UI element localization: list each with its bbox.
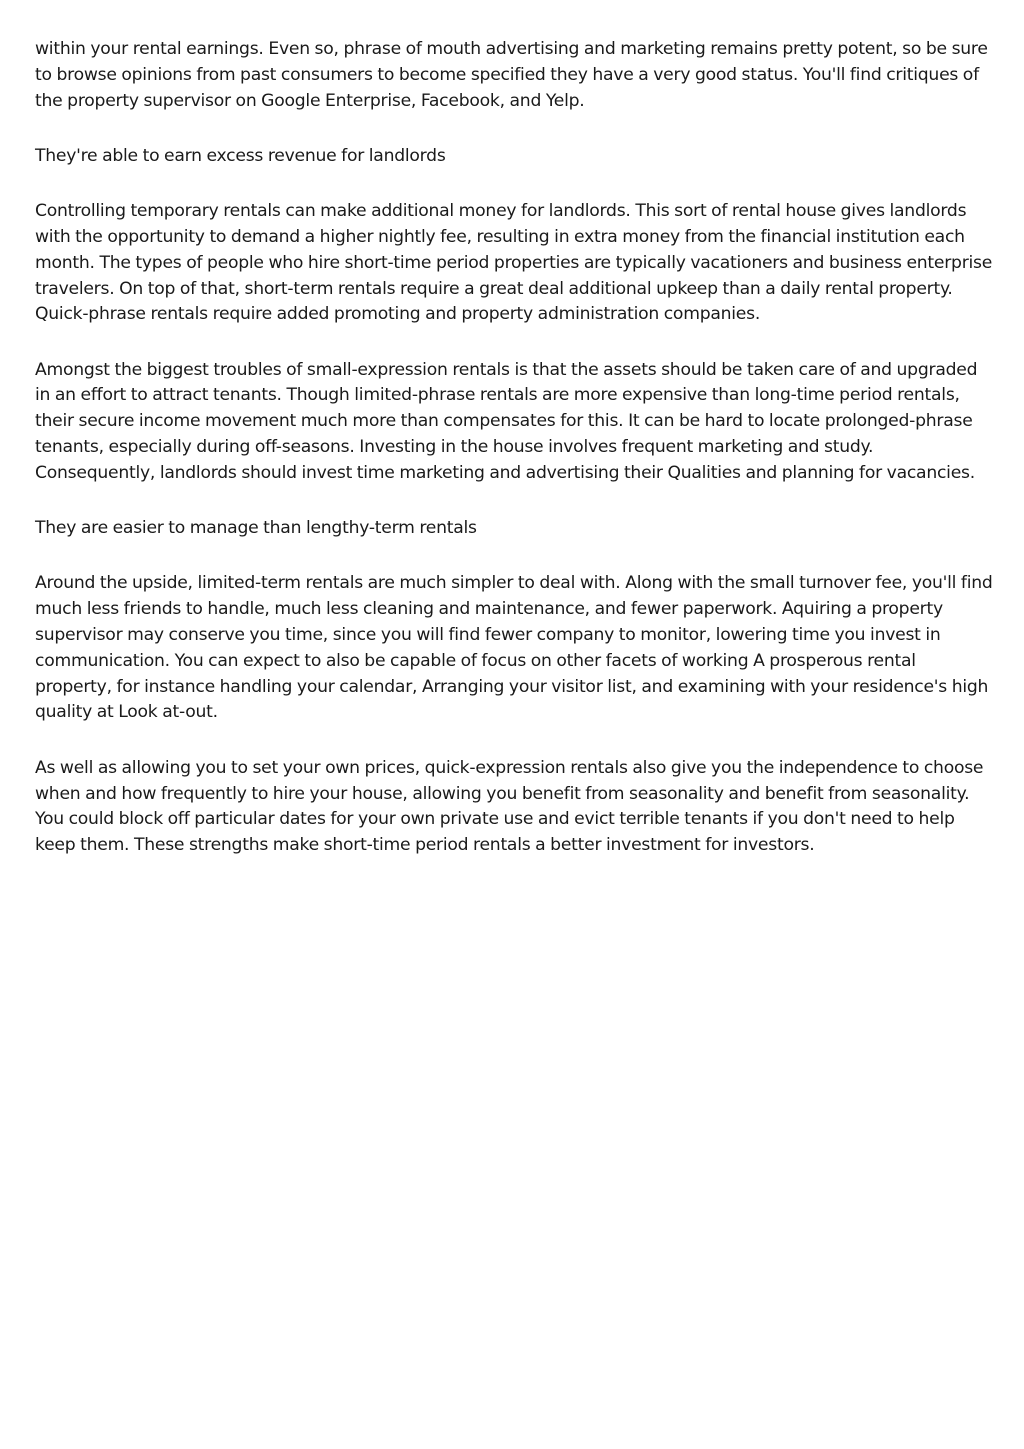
paragraph-temporary-rentals: Controlling temporary rentals can make additional money for landlords. This sort of rental house gives landlords with the opportunity to demand a higher nightly fee, resulting in extra money from the financial institution each month. The types of people who hire short-time period properties are typically vacationers and business enterprise travelers. On top of that, short-term rentals require a great deal additional upkeep than a daily rental property. Quick-phrase rentals require added promoting and property administration companies. xyxy=(35,201,993,325)
section-heading-excess-revenue: They're able to earn excess revenue for landlords xyxy=(35,145,446,166)
document-body xyxy=(35,37,995,888)
paragraph-troubles: Amongst the biggest troubles of small-expression rentals is that the assets should be taken care of and upgraded in an effort to attract tenants. Though limited-phrase rentals are more expensive than long-time period rentals, their secure income movement much more than compensates for this. It can be hard to locate prolonged-phrase tenants, especially during off-seasons. Investing in the house involves frequent marketing and study. Consequently, landlords should invest time marketing and advertising their Qualities and planning for vacancies. xyxy=(35,359,978,483)
paragraph-set-prices: As well as allowing you to set your own prices, quick-expression rentals also give you the independence to choose when and how frequently to hire your house, allowing you benefit from seasonality and benefit from seasonality. You could block off particular dates for your own private use and evict terrible tenants if you don't need to help keep them. These strengths make short-time period rentals a better investment for investors. xyxy=(35,757,984,856)
paragraph-upside: Around the upside, limited-term rentals are much simpler to deal with. Along with the small turnover fee, you'll find much less friends to handle, much less cleaning and maintenance, and fewer paperwork. Aquiring a property supervisor may conserve you time, since you will find fewer company to monitor, lowering time you invest in communication. You can expect to also be capable of focus on other facets of working A prosperous rental property, for instance handling your calendar, Arranging your visitor list, and examining with your residence's high quality at Look at-out. xyxy=(35,573,993,723)
section-heading-easier-to-manage: They are easier to manage than lengthy-term rentals xyxy=(35,518,477,539)
paragraph-intro-continuation: within your rental earnings. Even so, phrase of mouth advertising and marketing remains pretty potent, so be sure to browse opinions from past consumers to become specified they have a very good status. You'll find critiques of the property supervisor on Google Enterprise, Facebook, and Yelp. xyxy=(35,39,988,111)
